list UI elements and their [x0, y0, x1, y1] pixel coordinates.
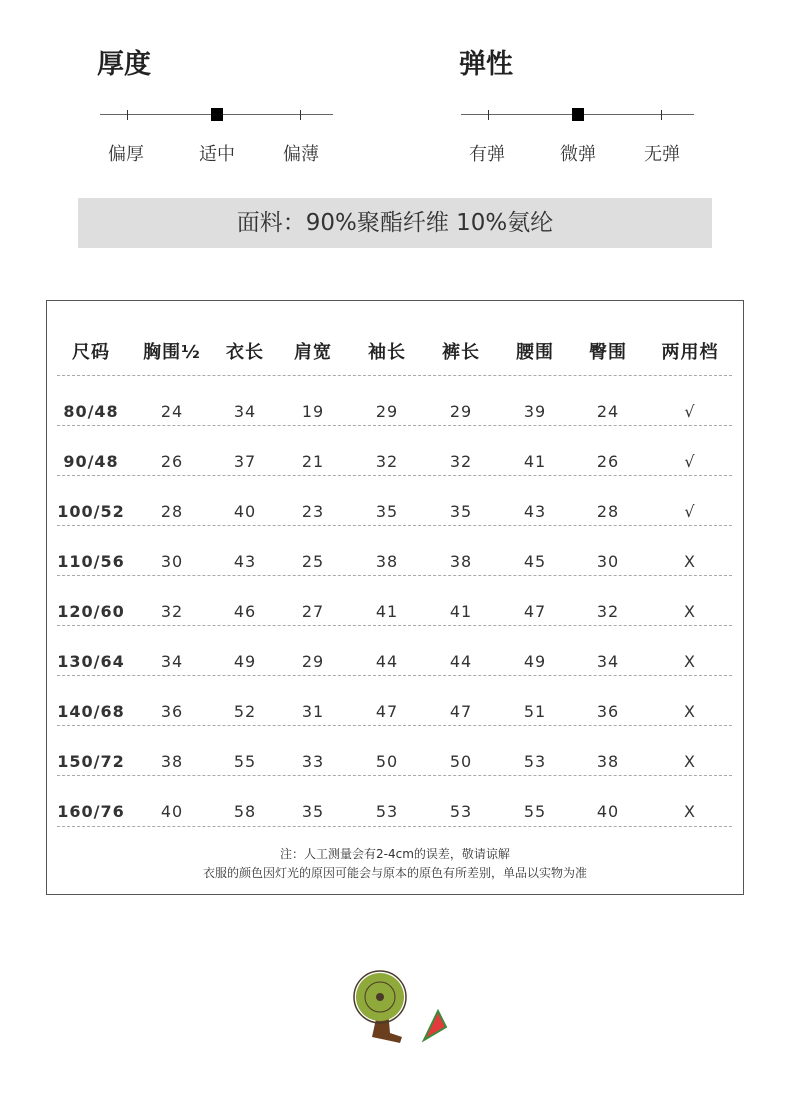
column-header: 胸围½ — [143, 342, 201, 363]
table-cell: 53 — [375, 802, 399, 821]
table-cell: 51 — [523, 702, 547, 721]
table-cell: 80/48 — [63, 402, 119, 421]
thickness-option: 适中 — [199, 144, 235, 165]
table-cell: X — [684, 702, 696, 721]
table-cell: 50 — [449, 752, 473, 771]
table-cell: X — [684, 602, 696, 621]
table-cell: 140/68 — [57, 702, 125, 721]
table-cell: 44 — [449, 652, 473, 671]
table-row — [57, 538, 732, 588]
elasticity-option: 微弹 — [560, 144, 596, 165]
row-divider — [57, 375, 732, 376]
column-header: 衣长 — [226, 342, 264, 363]
table-cell: 24 — [160, 402, 184, 421]
table-cell: 160/76 — [57, 802, 125, 821]
table-cell: 47 — [375, 702, 399, 721]
table-cell: 32 — [160, 602, 184, 621]
table-cell: 27 — [301, 602, 325, 621]
table-cell: 41 — [523, 452, 547, 471]
table-cell: X — [684, 552, 696, 571]
table-cell: 26 — [160, 452, 184, 471]
table-cell: 53 — [449, 802, 473, 821]
column-header: 裤长 — [442, 342, 480, 363]
table-row — [57, 488, 732, 538]
row-divider — [57, 625, 732, 626]
table-cell: 44 — [375, 652, 399, 671]
table-row — [57, 588, 732, 638]
table-cell: 29 — [449, 402, 473, 421]
table-header-row — [57, 324, 732, 374]
row-divider — [57, 725, 732, 726]
table-cell: 40 — [596, 802, 620, 821]
measurement-note: 注：人工测量会有2-4cm的误差，敬请谅解 — [280, 847, 510, 861]
column-header: 尺码 — [72, 342, 110, 363]
table-cell: 40 — [233, 502, 257, 521]
table-cell: X — [684, 802, 696, 821]
table-cell: 38 — [596, 752, 620, 771]
table-cell: √ — [684, 402, 696, 421]
table-cell: 29 — [375, 402, 399, 421]
fan-watermelon-illustration — [350, 965, 460, 1050]
table-cell: 32 — [375, 452, 399, 471]
table-cell: 45 — [523, 552, 547, 571]
column-header: 袖长 — [368, 342, 406, 363]
row-divider — [57, 675, 732, 676]
table-cell: 38 — [449, 552, 473, 571]
table-cell: 28 — [596, 502, 620, 521]
row-divider — [57, 826, 732, 827]
table-cell: 50 — [375, 752, 399, 771]
table-cell: 33 — [301, 752, 325, 771]
row-divider — [57, 525, 732, 526]
table-cell: 34 — [596, 652, 620, 671]
table-cell: 19 — [301, 402, 325, 421]
table-cell: 43 — [523, 502, 547, 521]
table-cell: X — [684, 652, 696, 671]
table-cell: 55 — [233, 752, 257, 771]
table-cell: 43 — [233, 552, 257, 571]
elasticity-marker — [572, 108, 584, 121]
table-row — [57, 688, 732, 738]
table-cell: 41 — [449, 602, 473, 621]
table-cell: 34 — [160, 652, 184, 671]
table-cell: 41 — [375, 602, 399, 621]
table-cell: 35 — [301, 802, 325, 821]
scale-tick — [127, 110, 128, 120]
elasticity-option: 无弹 — [644, 144, 680, 165]
table-cell: 32 — [596, 602, 620, 621]
elasticity-title: 弹性 — [459, 49, 513, 80]
table-cell: 26 — [596, 452, 620, 471]
table-cell: 100/52 — [57, 502, 125, 521]
table-cell: 31 — [301, 702, 325, 721]
thickness-marker — [211, 108, 223, 121]
table-cell: 36 — [596, 702, 620, 721]
table-cell: 120/60 — [57, 602, 125, 621]
table-cell: 58 — [233, 802, 257, 821]
table-cell: 53 — [523, 752, 547, 771]
row-divider — [57, 575, 732, 576]
table-cell: 150/72 — [57, 752, 125, 771]
row-divider — [57, 475, 732, 476]
elasticity-option: 有弹 — [469, 144, 505, 165]
table-cell: 29 — [301, 652, 325, 671]
size-table — [46, 300, 744, 895]
table-cell: 21 — [301, 452, 325, 471]
table-cell: X — [684, 752, 696, 771]
table-row — [57, 788, 732, 838]
table-cell: 110/56 — [57, 552, 125, 571]
table-cell: 34 — [233, 402, 257, 421]
table-row — [57, 738, 732, 788]
table-cell: 38 — [160, 752, 184, 771]
table-cell: 37 — [233, 452, 257, 471]
thickness-option: 偏薄 — [283, 144, 319, 165]
table-row — [57, 388, 732, 438]
table-cell: 55 — [523, 802, 547, 821]
table-cell: 47 — [523, 602, 547, 621]
column-header: 肩宽 — [294, 342, 332, 363]
table-cell: 38 — [375, 552, 399, 571]
fabric-composition: 面料：90%聚酯纤维 10%氨纶 — [78, 198, 712, 248]
table-cell: 32 — [449, 452, 473, 471]
row-divider — [57, 775, 732, 776]
table-cell: 23 — [301, 502, 325, 521]
table-row — [57, 438, 732, 488]
table-cell: 49 — [523, 652, 547, 671]
table-row — [57, 638, 732, 688]
color-note: 衣服的颜色因灯光的原因可能会与原本的原色有所差别，单品以实物为准 — [202, 866, 587, 880]
scale-tick — [300, 110, 301, 120]
table-cell: 90/48 — [63, 452, 119, 471]
table-cell: 130/64 — [57, 652, 125, 671]
table-cell: 35 — [449, 502, 473, 521]
table-cell: 39 — [523, 402, 547, 421]
scale-tick — [488, 110, 489, 120]
table-cell: 49 — [233, 652, 257, 671]
column-header: 两用档 — [661, 342, 719, 363]
table-cell: 46 — [233, 602, 257, 621]
table-cell: 30 — [596, 552, 620, 571]
table-cell: 30 — [160, 552, 184, 571]
table-cell: 47 — [449, 702, 473, 721]
table-cell: 52 — [233, 702, 257, 721]
table-cell: √ — [684, 502, 696, 521]
table-cell: 24 — [596, 402, 620, 421]
column-header: 腰围 — [516, 342, 554, 363]
table-cell: 36 — [160, 702, 184, 721]
table-cell: 28 — [160, 502, 184, 521]
thickness-option: 偏厚 — [108, 144, 144, 165]
thickness-title: 厚度 — [97, 49, 151, 80]
row-divider — [57, 425, 732, 426]
scale-tick — [661, 110, 662, 120]
table-cell: 35 — [375, 502, 399, 521]
column-header: 臀围 — [589, 342, 627, 363]
table-cell: √ — [684, 452, 696, 471]
table-cell: 40 — [160, 802, 184, 821]
table-cell: 25 — [301, 552, 325, 571]
watermelon-icon — [424, 1011, 446, 1040]
